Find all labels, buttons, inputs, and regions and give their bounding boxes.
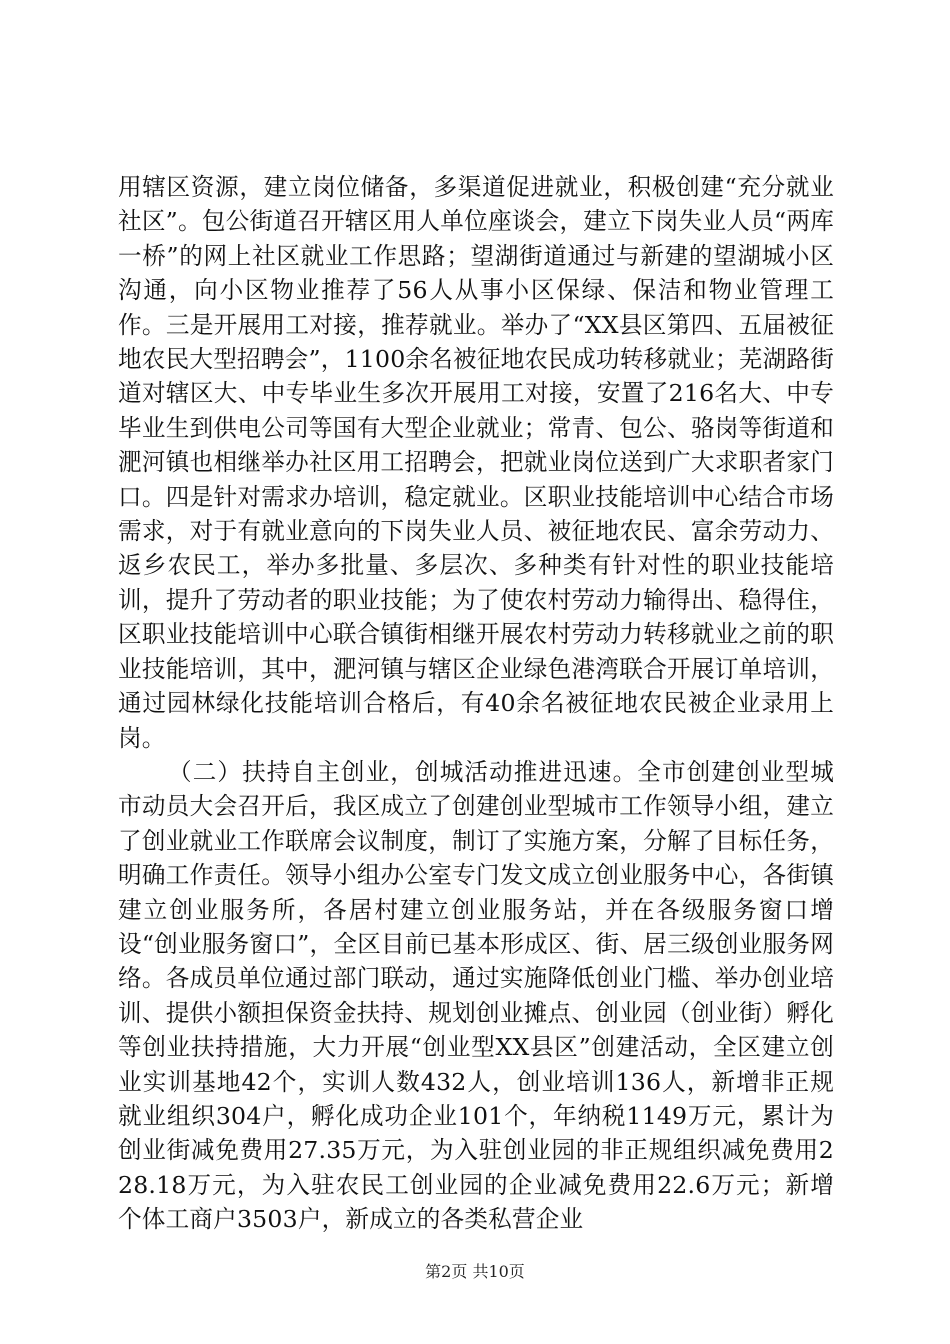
paragraph-employment-measures: 用辖区资源，建立岗位储备，多渠道促进就业，积极创建“充分就业社区”。包公街道召开辖区用人单位座谈会，建立下岗失业人员“两库一桥”的网上社区就业工作思路；望湖街道通过与新建的望湖城小区沟通，向小区物业推荐了56人从事小区保绿、保洁和物业管理工作。三是开展用工对接，推荐就业。举办了“XX县区第四、五届被征地农民大型招聘会”，1100余名被征地农民成功转移就业；芜湖路街道对辖区大、中专毕业生多次开展用工对接，安置了216名大、中专毕业生到供电公司等国有大型企业就业；常青、包公、骆岗等街道和淝河镇也相继举办社区用工招聘会，把就业岗位送到广大求职者家门口。四是针对需求办培训，稳定就业。区职业技能培训中心结合市场需求，对于有就业意向的下岗失业人员、被征地农民、富余劳动力、返乡农民工，举办多批量、多层次、多种类有针对性的职业技能培训，提升了劳动者的职业技能；为了使农村劳动力输得出、稳得住，区职业技能培训中心联合镇街相继开展农村劳动力转移就业之前的职业技能培训，其中，淝河镇与辖区企业绿色港湾联合开展订单培训，通过园林绿化技能培训合格后，有40余名被征地农民被企业录用上岗。	[118, 173, 834, 752]
page-footer: 第2页 共10页	[425, 1262, 525, 1281]
document-body	[118, 170, 834, 1237]
paragraph-entrepreneurship-support: （二）扶持自主创业，创城活动推进迅速。全市创建创业型城市动员大会召开后，我区成立了创建创业型城市工作领导小组，建立了创业就业工作联席会议制度，制订了实施方案，分解了目标任务，明确工作责任。领导小组办公室专门发文成立创业服务中心，各街镇建立创业服务所，各居村建立创业服务站，并在各级服务窗口增设“创业服务窗口”，全区目前已基本形成区、街、居三级创业服务网络。各成员单位通过部门联动，通过实施降低创业门槛、举办创业培训、提供小额担保资金扶持、规划创业摊点、创业园（创业街）孵化等创业扶持措施，大力开展“创业型XX县区”创建活动，全区建立创业实训基地42个，实训人数432人，创业培训136人，新增非正规就业组织304户，孵化成功企业101个，年纳税1149万元，累计为创业街减免费用27.35万元，为入驻创业园的非正规组织减免费用228.18万元，为入驻农民工创业园的企业减免费用22.6万元；新增个体工商户3503户，新成立的各类私营企业	[118, 757, 834, 1234]
